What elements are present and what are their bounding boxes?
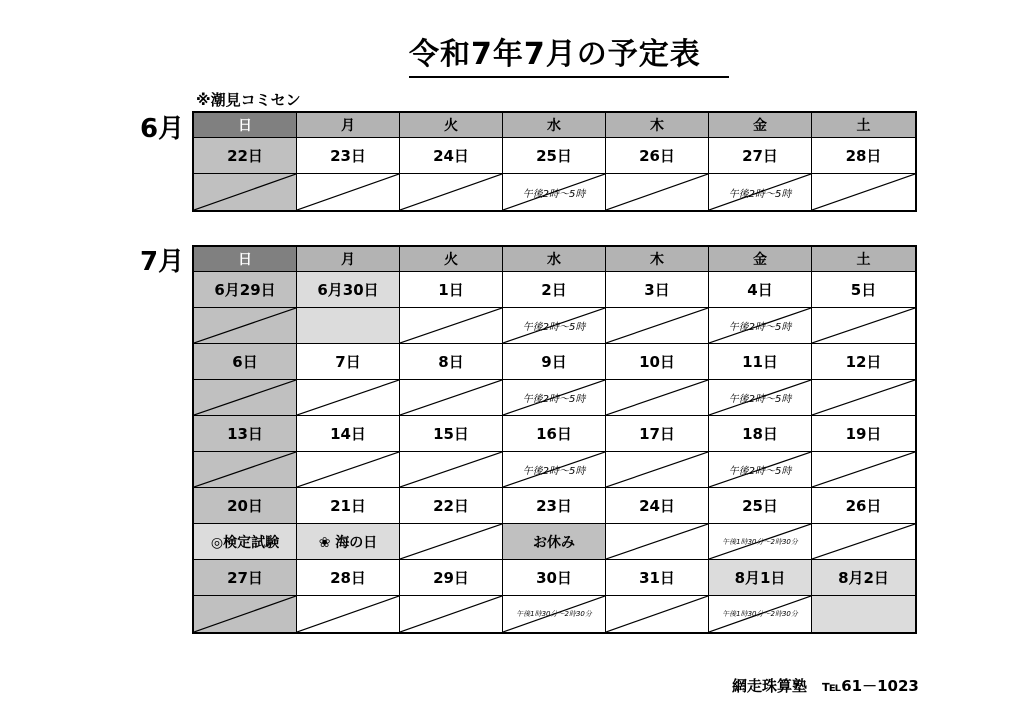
date-cell xyxy=(709,138,812,174)
date-cell xyxy=(606,488,709,524)
schedule-note-cell xyxy=(194,524,297,560)
weekday-header-text: 日 xyxy=(238,118,252,134)
weekday-header xyxy=(297,247,400,272)
date-cell xyxy=(606,344,709,380)
diagonal-slash xyxy=(400,452,502,487)
weekday-header-text: 金 xyxy=(753,118,767,134)
weekday-header-text: 水 xyxy=(547,118,561,134)
schedule-note-cell-text: ◎検定試験 xyxy=(210,534,280,551)
date-cell xyxy=(606,560,709,596)
date-cell-text: 10日 xyxy=(639,353,675,371)
date-cell xyxy=(812,138,915,174)
diagonal-slash xyxy=(297,596,399,632)
weekday-header xyxy=(709,113,812,138)
date-cell-text: 6月29日 xyxy=(214,281,276,299)
date-cell-text: 30日 xyxy=(536,569,572,587)
date-cell xyxy=(503,488,606,524)
empty-cell xyxy=(297,174,400,210)
date-cell xyxy=(297,488,400,524)
date-cell xyxy=(503,138,606,174)
empty-cell xyxy=(194,174,297,210)
weekday-header-text: 火 xyxy=(444,118,458,134)
date-cell xyxy=(194,560,297,596)
diagonal-slash xyxy=(194,380,296,415)
weekday-header xyxy=(709,247,812,272)
empty-cell xyxy=(400,174,503,210)
date-cell-text: 28日 xyxy=(845,147,882,165)
diagonal-slash xyxy=(606,380,708,415)
weekday-header xyxy=(812,113,915,138)
schedule-note-cell xyxy=(709,380,812,416)
empty-cell xyxy=(400,596,503,632)
weekday-header-text: 火 xyxy=(444,252,458,268)
weekday-header xyxy=(194,113,297,138)
schedule-note-cell-text: 午後2時～5時 xyxy=(728,394,792,405)
date-cell xyxy=(194,138,297,174)
diagonal-slash xyxy=(606,308,708,343)
empty-cell xyxy=(400,452,503,488)
schedule-note-cell-text: 午後2時～5時 xyxy=(728,322,792,333)
diagonal-slash xyxy=(297,452,399,487)
empty-cell xyxy=(400,380,503,416)
date-cell xyxy=(400,560,503,596)
date-cell-text: 27日 xyxy=(227,569,263,587)
date-cell-text: 16日 xyxy=(536,425,572,443)
schedule-note-cell-text: 午後2時～5時 xyxy=(728,188,792,200)
weekday-header-text: 木 xyxy=(650,252,664,268)
schedule-note-cell xyxy=(503,308,606,344)
weekday-header-text: 日 xyxy=(238,252,252,268)
empty-cell xyxy=(194,380,297,416)
schedule-note-cell xyxy=(297,524,400,560)
date-cell xyxy=(606,416,709,452)
date-cell xyxy=(400,138,503,174)
empty-cell xyxy=(606,308,709,344)
empty-cell xyxy=(400,524,503,560)
schedule-note-cell xyxy=(709,524,812,560)
june-label: 6月 xyxy=(140,114,185,144)
empty-cell xyxy=(812,452,915,488)
date-cell-text: 26日 xyxy=(845,497,882,515)
date-cell xyxy=(812,416,915,452)
date-cell xyxy=(709,560,812,596)
date-cell-text: 15日 xyxy=(433,425,469,443)
date-cell xyxy=(709,488,812,524)
diagonal-slash xyxy=(400,174,502,210)
weekday-header-text: 水 xyxy=(547,252,561,268)
date-cell-text: 20日 xyxy=(227,497,263,515)
date-cell-text: 6月30日 xyxy=(317,281,379,299)
diagonal-slash xyxy=(812,308,915,343)
schedule-note-cell-text: 午後1時30分～2時30分 xyxy=(722,610,798,618)
schedule-note-cell-text: 午後2時～5時 xyxy=(522,188,586,200)
weekday-header xyxy=(400,113,503,138)
date-cell xyxy=(194,416,297,452)
date-cell xyxy=(709,272,812,308)
date-cell xyxy=(400,344,503,380)
weekday-header-text: 土 xyxy=(856,252,871,268)
schedule-note-cell xyxy=(503,524,606,560)
weekday-header xyxy=(812,247,915,272)
schedule-note-cell-text: 午後2時～5時 xyxy=(522,466,586,477)
empty-cell xyxy=(812,174,915,210)
date-cell xyxy=(709,416,812,452)
date-cell-text: 24日 xyxy=(639,497,675,515)
empty-cell xyxy=(606,524,709,560)
page-title: 令和7年7月の予定表 xyxy=(409,36,729,78)
date-cell-text: 8月2日 xyxy=(838,569,889,587)
date-cell-text: 19日 xyxy=(845,425,882,443)
date-cell xyxy=(297,272,400,308)
weekday-header-text: 月 xyxy=(341,252,355,268)
diagonal-slash xyxy=(194,308,296,343)
empty-cell xyxy=(606,452,709,488)
date-cell-text: 28日 xyxy=(330,569,366,587)
empty-cell xyxy=(297,596,400,632)
empty-cell xyxy=(812,308,915,344)
date-cell-text: 17日 xyxy=(639,425,675,443)
date-cell-text: 2日 xyxy=(541,281,567,299)
venue-label: ※潮見コミセン xyxy=(196,91,301,109)
date-cell-text: 5日 xyxy=(850,281,877,299)
date-cell xyxy=(606,138,709,174)
july-calendar xyxy=(192,245,917,634)
date-cell-text: 12日 xyxy=(845,353,882,371)
diagonal-slash xyxy=(194,596,296,632)
schedule-note-cell xyxy=(709,174,812,210)
diagonal-slash xyxy=(297,174,399,210)
schedule-note-cell xyxy=(709,596,812,632)
date-cell-text: 22日 xyxy=(227,147,263,165)
date-cell xyxy=(297,560,400,596)
empty-cell xyxy=(297,308,400,344)
diagonal-slash xyxy=(194,452,296,487)
diagonal-slash xyxy=(400,596,502,632)
schedule-note-cell xyxy=(503,380,606,416)
date-cell xyxy=(503,560,606,596)
date-cell-text: 14日 xyxy=(330,425,366,443)
date-cell xyxy=(503,344,606,380)
schedule-note-cell xyxy=(709,308,812,344)
schedule-note-cell-text: 午後2時～5時 xyxy=(522,322,586,333)
date-cell xyxy=(503,416,606,452)
weekday-header-text: 月 xyxy=(341,118,355,134)
date-cell xyxy=(400,272,503,308)
june-calendar xyxy=(192,111,917,212)
date-cell xyxy=(812,272,915,308)
diagonal-slash xyxy=(812,380,915,415)
weekday-header xyxy=(503,113,606,138)
weekday-header-text: 木 xyxy=(650,118,664,134)
empty-cell xyxy=(400,308,503,344)
date-cell xyxy=(194,272,297,308)
date-cell xyxy=(812,560,915,596)
empty-cell xyxy=(194,596,297,632)
diagonal-slash xyxy=(812,174,915,210)
date-cell xyxy=(297,138,400,174)
weekday-header xyxy=(297,113,400,138)
schedule-note-cell-text: 午後1時30分～2時30分 xyxy=(516,610,592,618)
diagonal-slash xyxy=(812,524,915,559)
empty-cell xyxy=(297,452,400,488)
date-cell-text: 7日 xyxy=(335,353,361,371)
date-cell-text: 24日 xyxy=(433,147,469,165)
weekday-header xyxy=(400,247,503,272)
date-cell xyxy=(400,416,503,452)
date-cell-text: 11日 xyxy=(742,353,778,371)
date-cell-text: 22日 xyxy=(433,497,469,515)
schedule-note-cell xyxy=(503,174,606,210)
date-cell-text: 9日 xyxy=(541,353,567,371)
date-cell-text: 4日 xyxy=(747,281,773,299)
schedule-note-cell-text: 午後2時～5時 xyxy=(522,394,586,405)
date-cell xyxy=(194,344,297,380)
schedule-note-cell-text: 午後1時30分～2時30分 xyxy=(722,537,798,546)
schedule-note-cell xyxy=(709,452,812,488)
schedule-note-cell-text: 午後2時～5時 xyxy=(728,466,792,477)
empty-cell xyxy=(606,596,709,632)
diagonal-slash xyxy=(606,596,708,632)
date-cell xyxy=(709,344,812,380)
date-cell-text: 8月1日 xyxy=(734,569,786,587)
diagonal-slash xyxy=(400,308,502,343)
footer-contact: 網走珠算塾 ℡61－1023 xyxy=(732,677,919,695)
date-cell-text: 27日 xyxy=(742,147,778,165)
schedule-note-cell xyxy=(503,596,606,632)
date-cell-text: 29日 xyxy=(433,569,469,587)
date-cell xyxy=(400,488,503,524)
date-cell xyxy=(812,344,915,380)
schedule-note-cell-text: お休み xyxy=(533,534,575,551)
date-cell xyxy=(194,488,297,524)
weekday-header xyxy=(194,247,297,272)
date-cell-text: 25日 xyxy=(536,147,572,165)
diagonal-slash xyxy=(606,452,708,487)
date-cell xyxy=(503,272,606,308)
date-cell-text: 31日 xyxy=(639,569,675,587)
date-cell-text: 18日 xyxy=(742,425,778,443)
weekday-header-text: 金 xyxy=(753,252,767,268)
diagonal-slash xyxy=(194,174,296,210)
empty-cell xyxy=(812,380,915,416)
date-cell-text: 8日 xyxy=(438,353,464,371)
date-cell-text: 13日 xyxy=(227,425,263,443)
date-cell xyxy=(297,416,400,452)
weekday-header-text: 土 xyxy=(856,118,871,134)
empty-cell xyxy=(812,524,915,560)
diagonal-slash xyxy=(606,524,708,559)
date-cell-text: 21日 xyxy=(330,497,366,515)
diagonal-slash xyxy=(400,524,502,559)
date-cell-text: 26日 xyxy=(639,147,675,165)
diagonal-slash xyxy=(297,380,399,415)
empty-cell xyxy=(812,596,915,632)
empty-cell xyxy=(194,308,297,344)
weekday-header xyxy=(606,247,709,272)
diagonal-slash xyxy=(400,380,502,415)
july-label: 7月 xyxy=(140,247,185,277)
diagonal-slash xyxy=(606,174,708,210)
date-cell-text: 23日 xyxy=(330,147,366,165)
diagonal-slash xyxy=(812,452,915,487)
date-cell xyxy=(297,344,400,380)
date-cell-text: 3日 xyxy=(644,281,670,299)
date-cell-text: 25日 xyxy=(742,497,778,515)
date-cell xyxy=(812,488,915,524)
empty-cell xyxy=(297,380,400,416)
empty-cell xyxy=(606,380,709,416)
weekday-header xyxy=(503,247,606,272)
date-cell-text: 1日 xyxy=(438,281,464,299)
date-cell-text: 23日 xyxy=(536,497,572,515)
date-cell xyxy=(606,272,709,308)
weekday-header xyxy=(606,113,709,138)
schedule-note-cell xyxy=(503,452,606,488)
schedule-note-cell-text: ❀ 海の日 xyxy=(318,534,378,551)
empty-cell xyxy=(194,452,297,488)
empty-cell xyxy=(606,174,709,210)
date-cell-text: 6日 xyxy=(232,353,258,371)
